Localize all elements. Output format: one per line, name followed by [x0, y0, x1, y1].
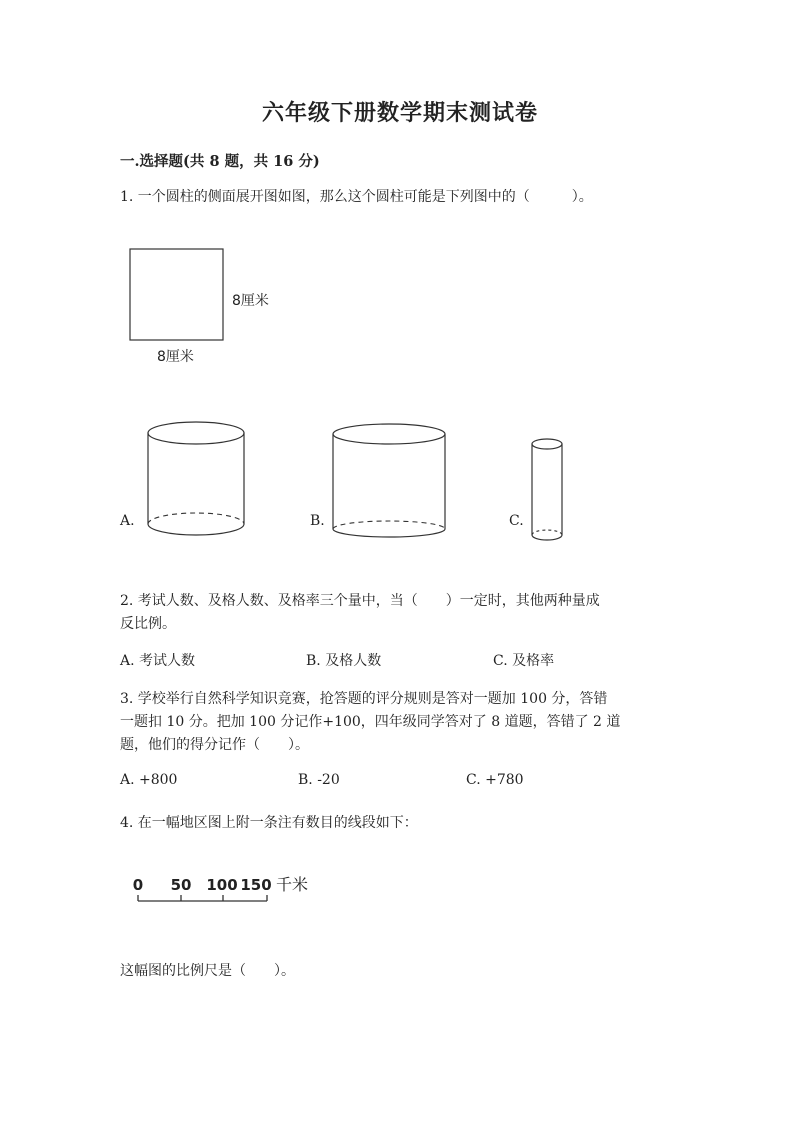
- question-4-follow-up: 这幅图的比例尺是（ ）。: [120, 963, 295, 979]
- question-2-line-2: 反比例。: [120, 616, 176, 632]
- question-3-line-3: 题，他们的得分记作（ ）。: [120, 737, 309, 753]
- option-3c[interactable]: C. +780: [466, 772, 524, 788]
- net-side-label: 8厘米: [232, 293, 269, 309]
- scale-tick-label-0: 0: [132, 876, 144, 894]
- question-2-line-1: 2. 考试人数、及格人数、及格率三个量中，当（ ）一定时，其他两种量成: [120, 593, 600, 609]
- scale-tick-label-100: 100: [206, 876, 238, 894]
- question-4-text: 4. 在一幅地区图上附一条注有数目的线段如下：: [120, 815, 418, 831]
- option-3b[interactable]: B. -20: [298, 772, 340, 788]
- option-1b[interactable]: B.: [310, 513, 325, 529]
- option-1a[interactable]: A.: [120, 513, 135, 529]
- page-title: 六年级下册数学期末测试卷: [261, 100, 538, 126]
- scale-unit: 千米: [276, 875, 309, 894]
- scale-tick-label-50: 50: [170, 876, 192, 894]
- question-3-line-2: 一题扣 10 分。把加 100 分记作+100，四年级同学答对了 8 道题，答错了 2 道: [120, 714, 621, 730]
- option-2c[interactable]: C. 及格率: [493, 653, 555, 669]
- option-2b[interactable]: B. 及格人数: [306, 653, 382, 669]
- question-1-text: 1. 一个圆柱的侧面展开图如图，那么这个圆柱可能是下列图中的（ ）。: [120, 189, 593, 205]
- option-2a[interactable]: A. 考试人数: [120, 653, 196, 669]
- option-1c[interactable]: C.: [509, 513, 524, 529]
- net-bottom-label: 8厘米: [157, 349, 194, 365]
- question-3-line-1: 3. 学校举行自然科学知识竞赛，抢答题的评分规则是答对一题加 100 分，答错: [120, 691, 608, 707]
- option-3a[interactable]: A. +800: [120, 772, 178, 788]
- scale-tick-label-150: 150: [240, 876, 272, 894]
- section-heading: 一.选择题(共 8 题，共 16 分): [120, 153, 320, 170]
